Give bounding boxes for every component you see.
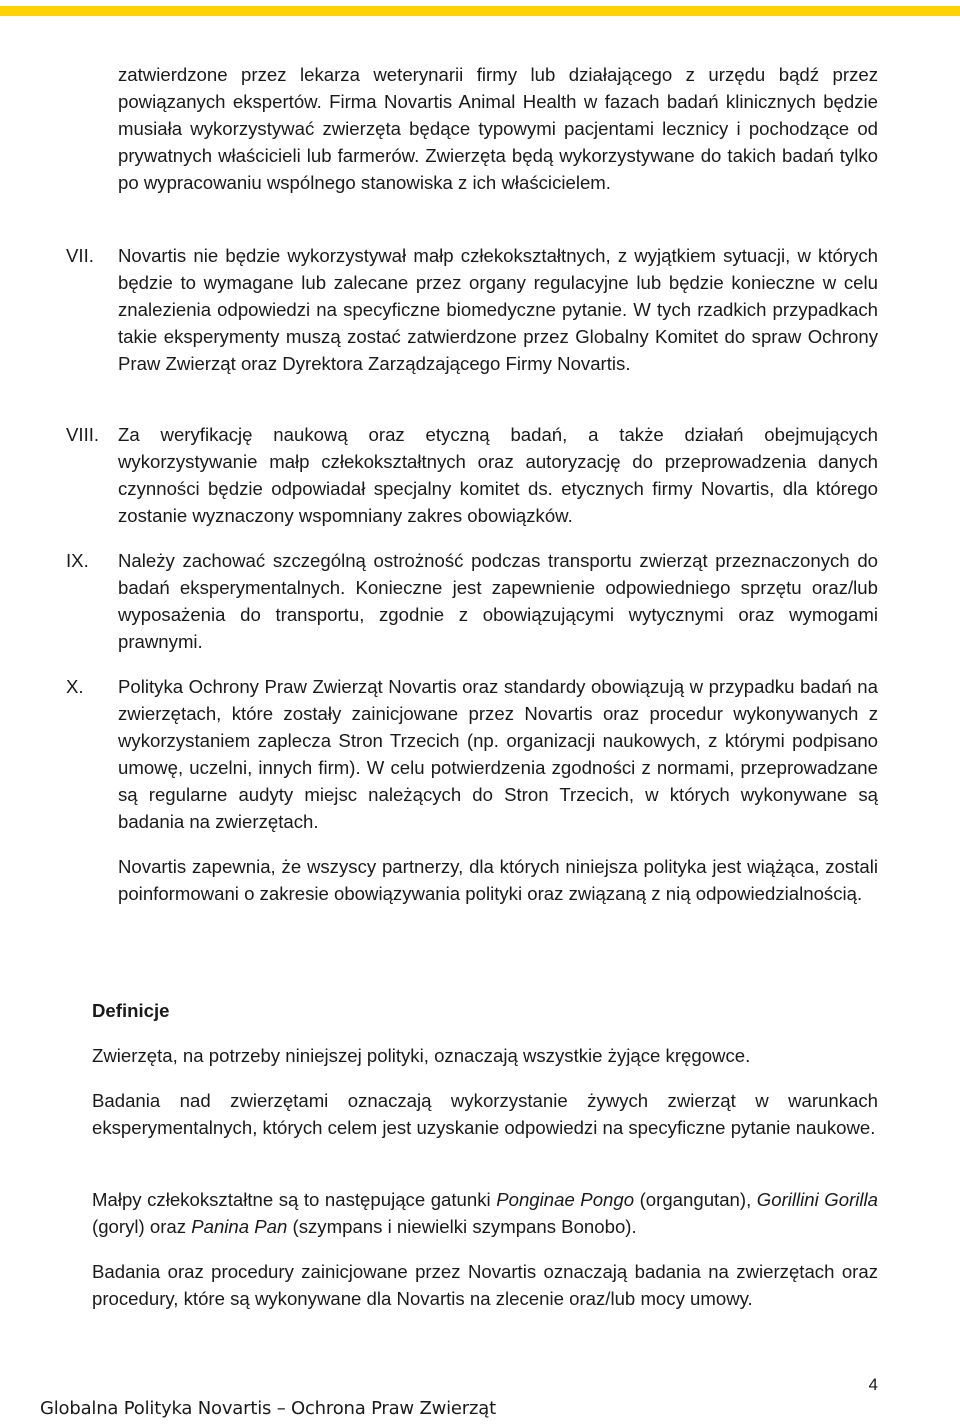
item-text: Polityka Ochrony Praw Zwierząt Novartis oraz standardy obowiązują w przypadku badań na zwierzętach, które zostały zainicjowane przez Novartis oraz procedur wykonywanych z wykorzystaniem zaplecza Stron Trzecich (np. organizacji naukowych, z którymi podpisano umowę, uczelni, innych firm). W celu potwierdzenia zgodności z normami, przeprowadzane są regularne audyty miejsc należących do Stron Trzecich, w których wykonywane są badania na zwierzętach. (118, 676, 878, 832)
continuation-paragraph: zatwierdzone przez lekarza weterynarii firmy lub działającego z urzędu bądź przez powiązanych ekspertów. Firma Novartis Animal Health w fazach badań klinicznych będzie musiała wykorzystywać zwierzęta będące typowymi pacjentami lecznicy i pochodzące od prywatnych właścicieli lub farmerów. Zwierzęta będą wykorzystywane do takich badań tylko po wypracowaniu wspólnego stanowiska z ich właścicielem. (118, 64, 878, 193)
list-item-ix (66, 548, 878, 656)
item-text: Za weryfikację naukową oraz etyczną badań, a także działań obejmujących wykorzystywanie małp człekokształtnych oraz autoryzację do przeprowadzenia danych czynności będzie odpowiadał specjalny komitet ds. etycznych firmy Novartis, dla którego zostanie wyznaczony wspomniany zakres obowiązków. (118, 424, 878, 526)
item-text: Należy zachować szczególną ostrożność podczas transportu zwierząt przeznaczonych do badań eksperymentalnych. Konieczne jest zapewnienie odpowiedniego sprzętu oraz/lub wyposażenia do transportu, zgodnie z obowiązującymi wytycznymi oraz wymogami prawnymi. (118, 550, 878, 652)
list-item-x (66, 674, 878, 835)
page-footer: Globalna Polityka Novartis – Ochrona Praw Zwierząt (40, 1398, 496, 1419)
list-item-viii (66, 422, 878, 530)
definitions-heading: Definicje (92, 1000, 170, 1021)
list-item-vii (66, 243, 878, 378)
accent-bar (0, 6, 960, 16)
item-number: VIII. (66, 424, 100, 445)
item-number: IX. (66, 550, 89, 571)
definition-novartis-research: Badania oraz procedury zainicjowane przez Novartis oznaczają badania na zwierzętach oraz procedury, które są wykonywane dla Novartis na zlecenie oraz/lub mocy umowy. (92, 1261, 878, 1309)
item-number: X. (66, 676, 84, 697)
item-text: Novartis nie będzie wykorzystywał małp człekokształtnych, z wyjątkiem sytuacji, w których będzie to wymagane lub zalecane przez organy regulacyjne lub będzie konieczne w celu znalezienia odpowiedzi na specyficzne biomedyczne pytanie. W tych rzadkich przypadkach takie eksperymenty muszą zostać zatwierdzone przez Globalny Komitet do spraw Ochrony Praw Zwierząt oraz Dyrektora Zarządzającego Firmy Novartis. (118, 245, 878, 374)
page-number: 4 (868, 1375, 878, 1394)
item-number: VII. (66, 245, 94, 266)
definition-great-apes: Małpy człekokształtne są to następujące gatunki Ponginae Pongo (organgutan), Gorillini Gorilla (goryl) oraz Panina Pan (szympans i niewielki szympans Bonobo). (92, 1189, 879, 1237)
item-x-followup: Novartis zapewnia, że wszyscy partnerzy, dla których niniejsza polityka jest wiążąca, zostali poinformowani o zakresie obowiązywania polityki oraz związaną z nią odpowiedzialnością. (118, 856, 878, 904)
definition-animal-research: Badania nad zwierzętami oznaczają wykorzystanie żywych zwierząt w warunkach eksperymentalnych, których celem jest uzyskanie odpowiedzi na specyficzne pytanie naukowe. (92, 1090, 878, 1138)
definition-animals: Zwierzęta, na potrzeby niniejszej polityki, oznaczają wszystkie żyjące kręgowce. (92, 1045, 751, 1066)
